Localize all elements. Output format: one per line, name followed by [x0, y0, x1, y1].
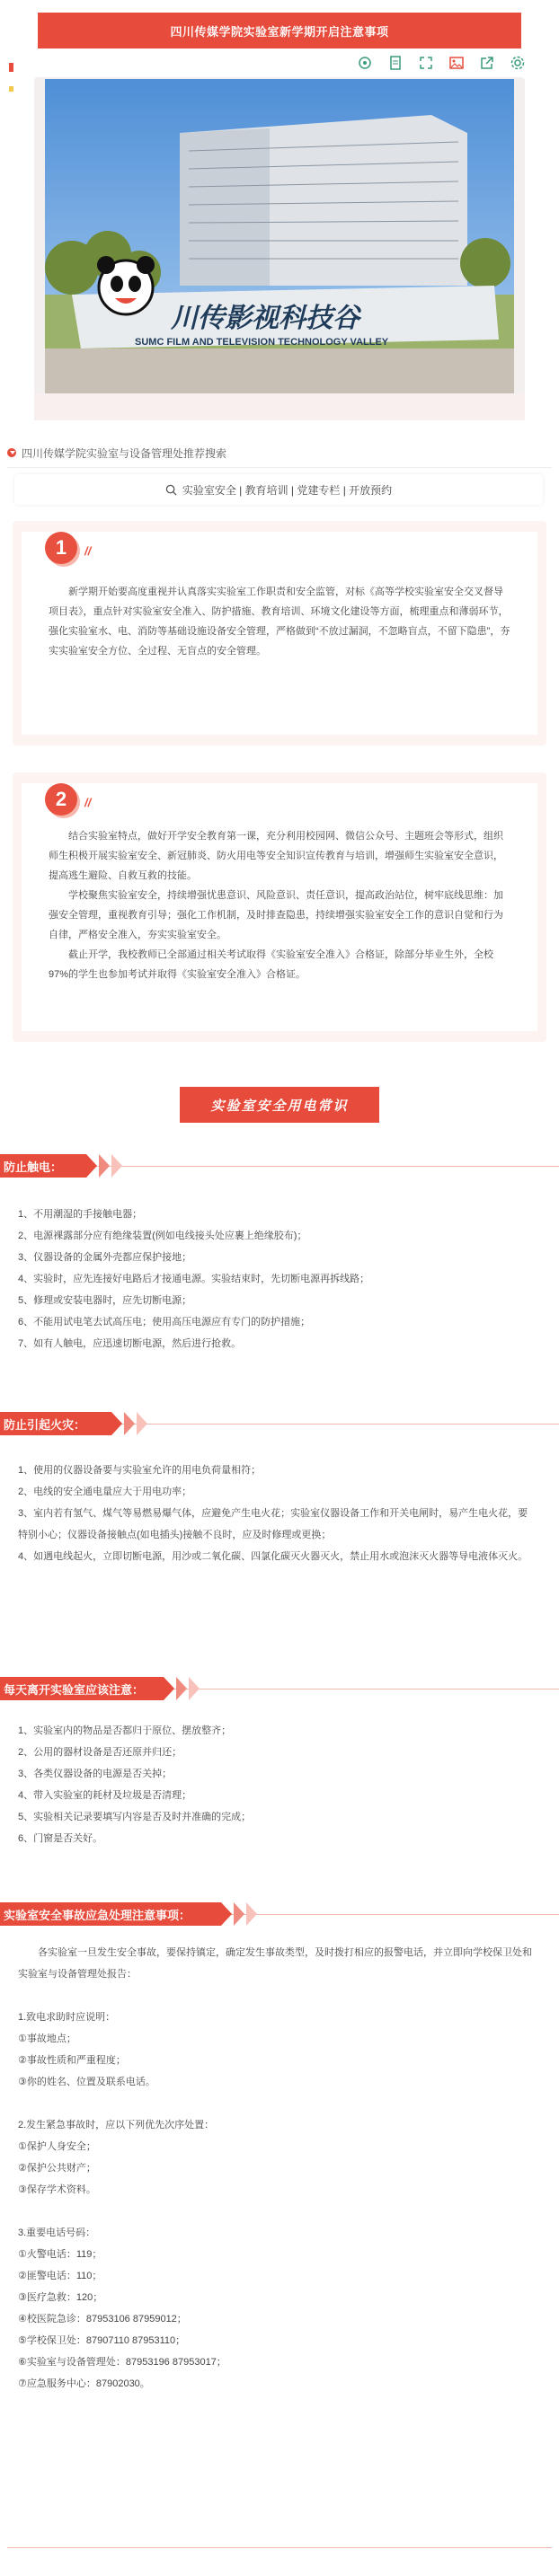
recommend-label: 四川传媒学院实验室与设备管理处推荐搜索 — [22, 446, 227, 460]
chevron-right-icon — [189, 1677, 200, 1700]
search-icon — [165, 484, 177, 496]
list-item: 5、修理或安装电器时，应先切断电源； — [18, 1295, 192, 1306]
list-item: 6、门窗是否关好。 — [18, 1833, 103, 1844]
card-1-text: 新学期开始要高度重视并认真落实实验室工作职责和安全监管，对标《高等学校实验室安全交叉督导项目表》，重点针对实验室安全准入、防护措施、教育培训、环境文化建设等方面，梳理重点和薄弱环节，强化实验室水、电、消防等基础设施设备安全管理，严格做到“不放过漏洞，不忽略盲点，不留下隐患”，夯实实验室安全方位、全过程、无盲点的安全管理。 — [49, 587, 510, 657]
chevron-right-icon — [111, 1412, 122, 1435]
side-decoration — [9, 63, 14, 92]
chevron-right-icon — [86, 1154, 97, 1178]
list-item: 2、电源裸露部分应有绝缘装置(例如电线接头处应裹上绝缘胶布)； — [18, 1231, 307, 1241]
hero-bottom-band — [34, 393, 525, 420]
chevron-right-icon — [164, 1677, 174, 1700]
recommend-row[interactable] — [7, 442, 552, 463]
chevron-right-icon — [111, 1154, 122, 1178]
share-icon[interactable] — [478, 54, 496, 72]
list-item: 1、实验室内的物品是否都归于原位、摆放整齐； — [18, 1725, 232, 1736]
list-item: ④校医院急诊：87953106 87959012； — [18, 2314, 187, 2325]
tag-prevent-shock — [0, 1154, 86, 1178]
hero-sign-subtext: SUMC FILM AND TELEVISION TECHNOLOGY VALLEY — [135, 337, 389, 348]
list-item: 7、如有人触电，应迅速切断电源，然后进行抢救。 — [18, 1338, 242, 1349]
list-item: 5、实验相关记录要填写内容是否及时并准确的完成； — [18, 1812, 252, 1822]
divider — [7, 467, 552, 468]
chevron-right-icon — [246, 1902, 257, 1926]
article-header — [38, 13, 521, 49]
list-item: 2、电线的安全通电量应大于用电功率； — [18, 1486, 192, 1497]
card-2 — [13, 772, 546, 1042]
list-item: ①保护人身安全； — [18, 2141, 96, 2152]
list-item: ②匪警电话：110； — [18, 2271, 102, 2281]
search-keywords: 实验室安全 | 教育培训 | 党建专栏 | 开放预约 — [182, 483, 393, 497]
list-item: ⑤学校保卫处：87907110 87953110； — [18, 2335, 186, 2346]
list-item: ①事故地点； — [18, 2033, 76, 2044]
chevron-right-icon — [234, 1902, 244, 1926]
refresh-icon[interactable] — [356, 54, 374, 72]
emergency-section — [18, 1942, 532, 2395]
card-1-number: 1 — [45, 532, 77, 564]
panda-mascot — [97, 256, 155, 314]
list-item: ③你的姓名、位置及联系电话。 — [18, 2077, 155, 2087]
list-item: 2、公用的器材设备是否还原并归还； — [18, 1747, 182, 1758]
red-marker — [9, 63, 13, 72]
tag-emergency — [0, 1902, 221, 1926]
tag-daily-leave — [0, 1677, 164, 1700]
chevron-right-icon — [221, 1902, 232, 1926]
chevron-right-icon — [176, 1677, 187, 1700]
card-2-slash: // — [84, 796, 92, 809]
emergency-priority-title: 2.发生紧急事故时，应以下列优先次序处置： — [18, 2120, 215, 2130]
card-1 — [13, 521, 546, 745]
list-item: ⑥实验室与设备管理处：87953196 87953017； — [18, 2357, 226, 2368]
yellow-marker — [9, 86, 13, 92]
list-item: 6、不能用试电笔去试高压电；使用高压电源应有专门的防护措施； — [18, 1317, 311, 1328]
list-item: 4、实验时，应先连接好电路后才接通电源。实验结束时，先切断电源再拆线路； — [18, 1274, 370, 1284]
list-item: 4、带入实验室的耗材及垃圾是否清理； — [18, 1790, 192, 1801]
tag-label: 每天离开实验室应该注意： — [4, 1682, 145, 1697]
tag-label: 防止触电： — [4, 1160, 63, 1174]
list-item: ③保存学术资料。 — [18, 2184, 96, 2195]
card-2-paragraph: 学校聚焦实验室安全，持续增强忧患意识、风险意识、责任意识，提高政治站位，树牢底线思维：加强安全管理，重视教育引导；强化工作机制，及时排查隐患，持续增强实验室安全工作的意识自觉和行为自律，严格安全准入，夯实实验室安全。 — [49, 890, 503, 940]
emergency-phone-title: 3.重要电话号码： — [18, 2228, 96, 2238]
chevron-right-icon — [124, 1412, 135, 1435]
card-2-number: 2 — [45, 783, 77, 816]
campus-photo — [45, 79, 514, 393]
list-item: 1、不用潮湿的手接触电器； — [18, 1209, 143, 1220]
list-item: 1、使用的仪器设备要与实验室允许的用电负荷量相符； — [18, 1465, 262, 1476]
list-item: 3、各类仪器设备的电源是否关掉； — [18, 1769, 173, 1779]
image-icon[interactable] — [448, 54, 466, 72]
document-icon[interactable] — [386, 54, 404, 72]
list-prevent-shock — [18, 1204, 532, 1354]
tag-label: 防止引起火灾： — [4, 1417, 86, 1432]
card-2-paragraph: 截止开学，我校教师已全部通过相关考试取得《实验室安全准入》合格证，除部分毕业生外，全校97%的学生也参加考试并取得《实验室安全准入》合格证。 — [49, 949, 493, 980]
article-title: 四川传媒学院实验室新学期开启注意事项 — [170, 24, 389, 39]
list-item: 3、室内若有氢气、煤气等易燃易爆气体，应避免产生电火花；实验室仪器设备工作和开关电闸时，易产生电火花，要特别小心；仪器设备接触点(如电插头)接触不良时，应及时修理或更换； — [18, 1508, 528, 1540]
list-item: 3、仪器设备的金属外壳都应保护接地； — [18, 1252, 192, 1263]
list-item: ①火警电话：119； — [18, 2249, 102, 2260]
settings-icon[interactable] — [509, 54, 527, 72]
chevron-right-icon — [99, 1154, 110, 1178]
tag-prevent-fire — [0, 1412, 111, 1435]
card-1-slash: // — [84, 544, 92, 558]
bottom-divider — [7, 2547, 552, 2548]
list-item: ②保护公共财产； — [18, 2163, 96, 2174]
chevron-right-icon — [137, 1412, 147, 1435]
editor-toolbar — [356, 54, 527, 72]
list-daily-leave — [18, 1720, 532, 1849]
hero-sign-text: 川传影视科技谷 — [171, 304, 359, 333]
expand-icon[interactable] — [417, 54, 435, 72]
tag-label: 实验室安全事故应急处理注意事项： — [4, 1908, 191, 1922]
card-2-text — [49, 826, 510, 984]
section-title: 实验室安全用电常识 — [180, 1087, 379, 1123]
list-item: ③医疗急救：120； — [18, 2292, 103, 2303]
chevron-down-icon — [7, 448, 16, 457]
list-item: ⑦应急服务中心：87902030。 — [18, 2378, 150, 2389]
recommended-search[interactable] — [14, 474, 543, 505]
card-2-paragraph: 结合实验室特点，做好开学安全教育第一课，充分利用校园网、微信公众号、主题班会等形式，组织师生积极开展实验室安全、新冠肺炎、防火用电等安全知识宣传教育与培训，增强师生实验室安全意识，提高逃生避险、自救互救的技能。 — [49, 831, 503, 881]
emergency-intro: 各实验室一旦发生安全事故，要保持镇定，确定发生事故类型，及时拨打相应的报警电话，并立即向学校保卫处和实验室与设备管理处报告： — [18, 1947, 532, 1980]
list-item: 4、如遇电线起火，立即切断电源，用沙或二氧化碳、四氯化碳灭火器灭火，禁止用水或泡沫灭火器等导电液体灭火。 — [18, 1551, 528, 1562]
list-item: ②事故性质和严重程度； — [18, 2055, 126, 2066]
list-prevent-fire — [18, 1460, 532, 1567]
emergency-call-title: 1.致电求助时应说明： — [18, 2012, 116, 2023]
